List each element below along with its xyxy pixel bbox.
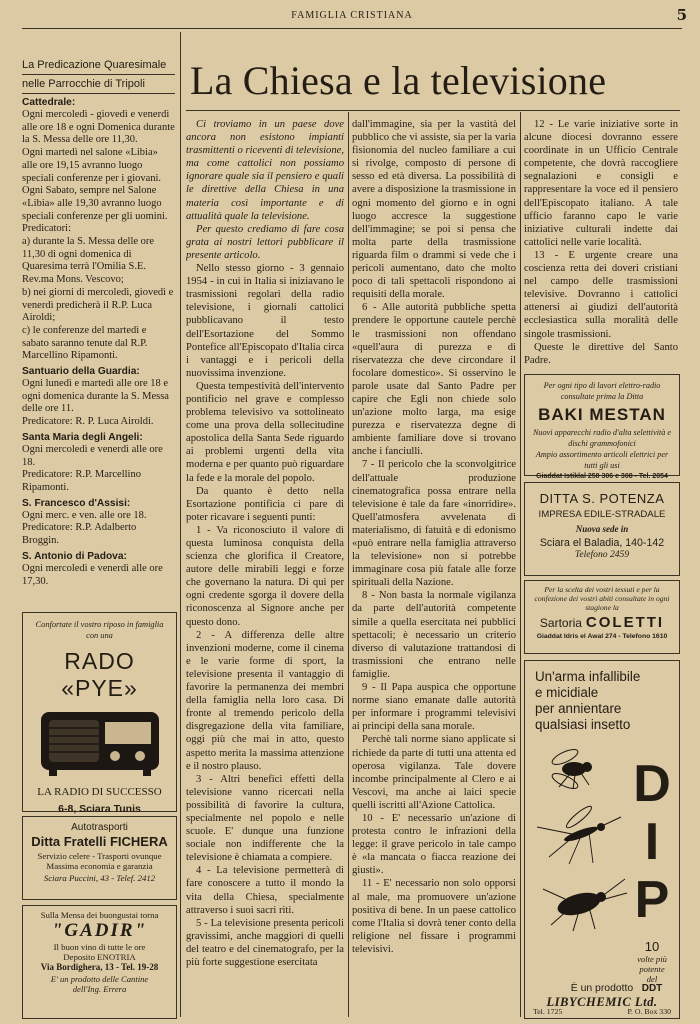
ad-gadir <box>22 905 177 1019</box>
article-paragraph: 9 - Il Papa auspica che opportune norme siano emanate dalle autorità per informare i programmi televisivi ai principi della sana morale. <box>352 682 516 733</box>
dip-count: 10 <box>644 939 660 954</box>
sidebar-title-line-2: nelle Parrocchie di Tripoli <box>22 78 145 90</box>
rado-brand: RADO «PYE» <box>61 648 138 701</box>
ad-rado-pye <box>22 612 177 815</box>
coletti-top: Per la scelta dei vostri tessuti e per la confezione dei vostri abiti consultate in ogni stagione la <box>534 585 670 612</box>
dip-strength-line-2: potente <box>639 964 665 974</box>
gadir-line-2: Il buon vino di tutte le ore <box>53 942 146 952</box>
article-paragraph: 8 - Non basta la normale vigilanza da parte dell'autorità competente simile a quella esercitata nei pubblici spettacoli; è necessario un criterio diverso di valutazione trattandosi di trasmissioni che entrano nelle famiglie. <box>352 590 516 680</box>
dip-tel: Tel. 1725 <box>533 1007 563 1016</box>
dip-strength-line-1: volte più <box>637 954 667 964</box>
article-paragraph: 12 - Le varie iniziative sorte in alcune diocesi dovranno essere coordinate in un Ufficio Centrale competente, che dovrà raccogliere segnalazioni e consigli e rappresentare la voce ed il pensiero dell'Episcopato italiano. A tale ufficio faranno capo le varie iniziative culturali indette dai cattolici nelle varie località. <box>524 119 678 248</box>
article-paragraph: 3 - Altri benefici effetti della televisione vanno ricercati nella possibilità di favorire la cultura, specialmente nel popolo e nelle scuole. E' dunque una funzione sociale non indifferente che la televisione è chiamata a compiere. <box>186 773 344 864</box>
insects-illustration <box>529 739 629 939</box>
article-column-1 <box>186 118 344 1018</box>
column-rule <box>520 112 521 1017</box>
article-paragraph: Ci troviamo in un paese dove ancora non esistono impianti trasmittenti o riceventi di televisione, ma come cattolici non possiamo ignorare quale sia il pensiero e quali le direttive della Chiesa in una materia così importante e di attualità quale la televisione. <box>186 119 344 222</box>
dip-ddt: DDT <box>641 983 663 994</box>
dip-box: P. O. Box 330 <box>627 1007 671 1016</box>
article-paragraph: 4 - La televisione permetterà di fare conoscere a tutto il mondo la vita della Chiesa, specialmente attraverso i suoi sacri riti. <box>186 865 344 916</box>
ad-baki-mestan <box>524 374 680 480</box>
dip-line-1: Un'arma infallibile <box>535 669 641 684</box>
dip-line-4: qualsiasi insetto <box>535 717 631 732</box>
rado-slogan: LA RADIO DI SUCCESSO <box>37 786 162 798</box>
article-paragraph: Per questo crediamo di fare cosa grata ai nostri lettori pubblicare il presente articolo. <box>186 223 344 261</box>
parish-schedule: Ogni merc. e ven. alle ore 18. Predicatore: R.P. Adalberto Broggin. <box>22 509 147 547</box>
headline-rule <box>186 110 680 111</box>
dip-letters <box>629 755 675 929</box>
potenza-brand: DITTA S. POTENZA <box>539 491 665 506</box>
fly-icon <box>550 747 592 792</box>
article-paragraph: Da quanto è detto nella Esortazione pontificia ci pare di poter ricavare i seguenti punti: <box>186 485 344 523</box>
potenza-line-1: IMPRESA EDILE-STRADALE <box>538 509 666 520</box>
coletti-line-1: Giaddat Idris el Awal 274 - Telefono 1610 <box>536 633 668 640</box>
column-rule <box>348 112 349 1017</box>
sidebar-title-line-1: La Predicazione Quaresimale <box>22 58 175 75</box>
dip-strength-line-3: del <box>646 974 658 984</box>
baki-line-2: Ampio assortimento articoli elettrici per tutti gli usi <box>535 450 669 470</box>
parish-name: S. Francesco d'Assisi: <box>22 497 131 509</box>
parish-name: S. Antonio di Padova: <box>22 550 127 562</box>
dip-letter-p: P <box>634 871 670 929</box>
coletti-brand-a: Sartoria <box>539 616 582 630</box>
ad-coletti <box>524 580 680 654</box>
gadir-line-5: E' un prodotto delle Cantine dell'Ing. Errera <box>50 974 149 994</box>
dip-line-2: e micidiale <box>535 685 599 700</box>
parish-schedule: Ogni lunedì e martedì alle ore 18 e ogni domenica durante la S. Messa delle ore 11. Predicatore: R. P. Luca Airoldi. <box>22 378 169 428</box>
ad-potenza <box>524 482 680 576</box>
article-paragraph: 2 - A differenza delle altre invenzioni moderne, come il cinema e le varie forme di sport, la televisione presenta il vantaggio di favorire la permanenza dei membri della famiglia nella loro casa. Di fronte al tremendo pericolo della disgregazione della vita familiare, oggi più che mai in atto, questo aspetto merita la massima attenzione e il nostro plauso. <box>186 629 344 772</box>
article-paragraph: 13 - E urgente creare una coscienza retta dei doveri cristiani nel campo delle trasmissioni televisive. Dovranno i cattolici attenersi ai giudizi dell'autorità ecclesiastica sulla moralità delle singole trasmissioni. <box>524 249 678 340</box>
column-rule <box>180 32 181 1017</box>
article-column-2 <box>352 118 516 1018</box>
article-paragraph: Nello stesso giorno - 3 gennaio 1954 - in cui in Italia si iniziavano le trasmissioni regolari della radio televisione, i giornali cattolici pubblicavano il testo dell'Esortazione del Sommo Pontefice all'Episcopato d'Italia circa i vantaggi e i pericoli della nuovissima invenzione. <box>186 263 344 379</box>
potenza-line-4: Telefono 2459 <box>574 549 630 560</box>
headline: La Chiesa e la televisione <box>190 58 607 103</box>
page-number: 5 <box>676 6 688 24</box>
page-header <box>22 6 688 29</box>
cockroach-icon <box>543 879 627 931</box>
gadir-line-3: Deposito ENOTRIA <box>63 952 136 962</box>
article-paragraph: 11 - E' necessario non solo opporsi al male, ma promuovere un'azione positiva di bene. In un paese cattolico come l'Italia si dovrà tener conto della religione nel fissare i programmi televisivi. <box>352 878 516 955</box>
mosquito-icon <box>537 804 621 864</box>
baki-line-1: Nuovi apparecchi radio d'alta selettività e dischi grammofonici <box>532 428 672 448</box>
dip-product: È un prodotto <box>570 983 634 994</box>
fichera-line-3: Sciara Puccini, 43 - Telef. 2412 <box>43 873 156 883</box>
article-paragraph: Perchè tali norme siano applicate si richiede da parte di tutti una attenta ed operosa vigilanza. Tale dovere incombe principalmente al Clero e ai Vescovi, ma anche ai laici specie quelli iscritti all'Azione Cattolica. <box>352 734 516 811</box>
gadir-line-1: Sulla Mensa dei buongustai torna <box>40 910 159 920</box>
fichera-line-2: Massima economia e garanzia <box>46 861 153 871</box>
parish-list <box>22 96 175 588</box>
parish-name: Cattedrale: <box>22 97 76 108</box>
baki-brand: BAKI MESTAN <box>538 405 666 424</box>
article-paragraph: 5 - La televisione presenta pericoli gravissimi, anche maggiori di quelli del teatro e del cinematografo, per la più forte suggestione esercitata <box>186 917 344 968</box>
gadir-line-4: Via Bordighera, 13 - Tel. 19-28 <box>40 962 159 972</box>
article-paragraph: Questa tempestività dell'intervento pontificio nel grave e complesso problema televisivo va sottolineato come una prova della sollecitudine apostolica della Santa Sede riguardo ai problemi urgenti della vita moderna e per quanto può riguardare la fede e la morale del popolo. <box>186 380 344 484</box>
article-paragraph: 7 - Il pericolo che la sconvolgitrice dell'attuale produzione cinematografica possa entrare nella televisione è tale da fare «inorridire». Quell'atmosfera avvelenata di materialismo, di fatuità e di edonismo «può entrare nella famiglia attraverso la televisione» non si potrebbe immaginare cosa più fatale alle forze spirituali della Nazione. <box>352 459 516 589</box>
article-paragraph: Queste le direttive del Santo Padre. <box>524 341 678 366</box>
dip-intro <box>535 669 679 733</box>
parish-schedule: Ogni mercoledì - giovedì e venerdì alle ore 18 e ogni Domenica durante la S. Messa delle ore 11,30. Ogni martedì nel salone «Libia» alle ore 19,15 avranno luogo speciali conferenze per i giovani. Ogni Sabato, sempre nel Salone «Libia» alle 19,30 avranno luogo speciali conferenze per gli uomini. Predicatori: a) durante la S. Messa delle ore 11,30 di ogni domenica di Quaresima terrà l'Omilia S.E. Rev.ma Mons. Vescovo; b) nei giorni di mercoledì, giovedì e venerdì predicherà il R.P. Luca Airoldi; c) le conferenze del martedì e sabato saranno tenute dal R.P. Marcellino Ripamonti. <box>22 109 175 362</box>
article-paragraph: dall'immagine, sia per la vastità del pubblico che vi assiste, sia per la varia fisionomia del nucleo familiare a cui si rivolge, composto di persone di sesso ed età diversa. La possibilità di avere a disposizione la trasmissione in ogni momento del giorno e in ogni luogo accresce la suggestione dell'immagine; se poi si pensa che molta parte della trasmissione riguarda film o drammi si vede che i pericoli aumentano, dato che molto poco di tali spettacoli rispondono ai requisiti della morale. <box>352 119 516 301</box>
gadir-brand: "GADIR" <box>51 920 148 941</box>
parish-schedule: Ogni mercoledì e venerdì alle ore 17,30. <box>22 562 163 587</box>
dip-letter-i: I <box>644 813 660 871</box>
dip-company: LIBYCHEMIC Ltd. <box>546 995 658 1009</box>
fichera-brand: Ditta Fratelli FICHERA <box>31 834 168 849</box>
potenza-line-3: Sciara el Baladia, 140-142 <box>539 537 665 549</box>
coletti-brand-b: COLETTI <box>585 614 665 631</box>
article-paragraph: 1 - Va riconosciuto il valore di questa luminosa conquista della scienza che glorifica il Creatore, autore delle mirabili leggi e forze che governano la natura. Di qui per ogni credente sgorga il dovere della riconoscenza al Signore anche per questo dono. <box>186 524 344 628</box>
ad-dip-insecticide <box>524 660 680 1019</box>
lent-preaching-sidebar <box>22 58 175 588</box>
fichera-top: Autotrasporti <box>71 822 128 833</box>
potenza-line-2: Nuova sede in <box>575 524 629 534</box>
article-paragraph: 6 - Alle autorità pubbliche spetta prendere le opportune cautele perchè le trasmissioni non offendano «quell'aura di purezza e di riservatezza che deve circondare il focolare domestico». Si osservino le parole usate dal Santo Padre per capire che Egli non chiede solo un'azione molto larga, ma esige purezza e riservatezza degne di ambiente familiare dove si trovano anche i fanciulli. <box>352 302 516 458</box>
baki-top: Per ogni tipo di lavori elettro-radio consultate prima la Ditta <box>543 381 661 401</box>
article-column-3 <box>524 118 678 368</box>
dip-letter-d: D <box>633 755 671 813</box>
parish-name: Santuario della Guardia: <box>22 366 140 378</box>
fichera-line-1: Servizio celere - Trasporti ovunque <box>37 851 162 861</box>
radio-set-icon <box>39 710 161 778</box>
parish-schedule: Ogni mercoledì e venerdì alle ore 18. Predicatore: R.P. Marcellino Ripamonti. <box>22 443 163 493</box>
article-paragraph: 10 - E' necessario un'azione di protesta contro le infrazioni della legge: il grave pericolo in tale campo è «la mancata o fiacca reazione dei giusti». <box>352 812 516 877</box>
rado-address: 6-8, Sciara Tunis <box>58 803 141 815</box>
dip-line-3: per annientare <box>535 701 622 716</box>
ad-fichera <box>22 816 177 900</box>
rado-tagline: Confortate il vostro riposo in famiglia con una <box>35 620 164 640</box>
publication-title: FAMIGLIA CRISTIANA <box>291 10 413 21</box>
parish-name: Santa Maria degli Angeli: <box>22 431 143 443</box>
sidebar-title <box>22 58 175 94</box>
baki-line-3: Giaddat Istiklal 258 306 e 308 - Tel. 2054 <box>536 473 668 480</box>
